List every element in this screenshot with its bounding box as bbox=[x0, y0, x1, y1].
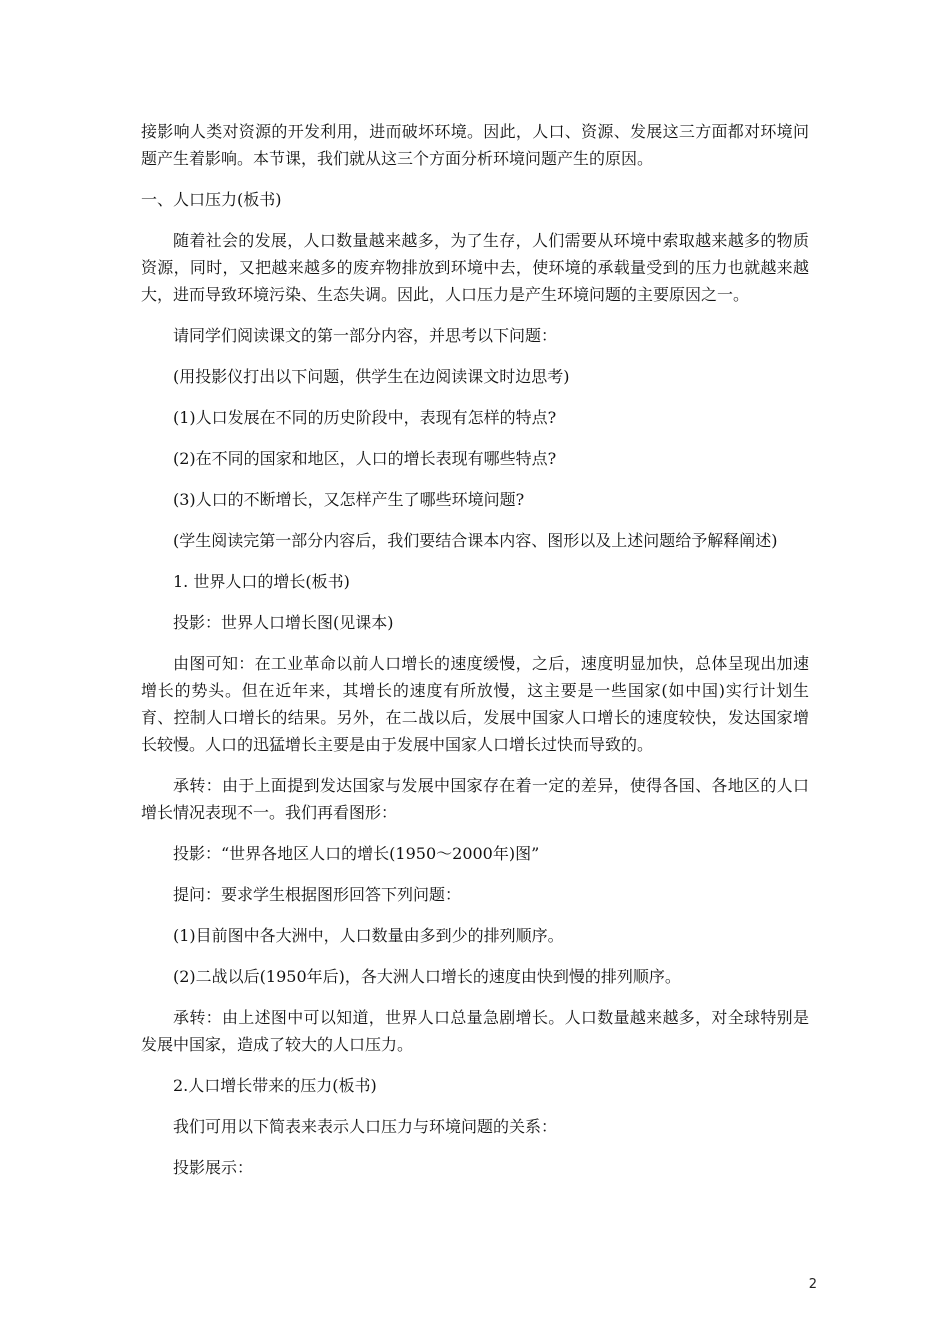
question-growth-speed-order: (2)二战以后(1950年后)，各大洲人口增长的速度由快到慢的排列顺序。 bbox=[173, 967, 681, 986]
paragraph-question-prompt: 提问：要求学生根据图形回答下列问题： bbox=[173, 885, 462, 904]
question-3: (3)人口的不断增长，又怎样产生了哪些环境问题? bbox=[173, 490, 525, 509]
question-2: (2)在不同的国家和地区，人口的增长表现有哪些特点? bbox=[173, 449, 557, 468]
document-body bbox=[141, 118, 809, 1181]
question-continents-order: (1)目前图中各大洲中，人口数量由多到少的排列顺序。 bbox=[173, 926, 564, 945]
paragraph-chart-analysis: 由图可知：在工业革命以前人口增长的速度缓慢，之后，速度明显加快，总体呈现出加速增长的势头。但在近年来，其增长的速度有所放慢，这主要是一些国家(如中国)实行计划生育、控制人口增长的结果。另外，在二战以后，发展中国家人口增长的速度较快，发达国家增长较慢。人口的迅猛增长主要是由于发展中国家人口增长过快而导致的。 bbox=[141, 654, 809, 754]
paragraph-projector-note: (用投影仪打出以下问题，供学生在边阅读课文时边思考) bbox=[173, 367, 570, 386]
paragraph-transition-1: 承转：由于上面提到发达国家与发展中国家存在着一定的差异，使得各国、各地区的人口增长情况表现不一。我们再看图形： bbox=[141, 776, 809, 822]
paragraph-transition-2: 承转：由上述图中可以知道，世界人口总量急剧增长。人口数量越来越多，对全球特别是发展中国家，造成了较大的人口压力。 bbox=[141, 1008, 809, 1054]
paragraph-population-growth: 随着社会的发展，人口数量越来越多，为了生存，人们需要从环境中索取越来越多的物质资源，同时，又把越来越多的废弃物排放到环境中去，使环境的承载量受到的压力也就越来越大，进而导致环境污染、生态失调。因此，人口压力是产生环境问题的主要原因之一。 bbox=[141, 231, 809, 304]
paragraph-relationship-table-intro: 我们可用以下简表来表示人口压力与环境问题的关系： bbox=[173, 1117, 558, 1136]
paragraph-projection-regions: 投影：“世界各地区人口的增长(1950～2000年)图” bbox=[173, 844, 540, 863]
subheading-world-population-growth: 1. 世界人口的增长(板书) bbox=[173, 572, 350, 591]
paragraph-reading-followup: (学生阅读完第一部分内容后，我们要结合课本内容、图形以及上述问题给予解释阐述) bbox=[173, 531, 778, 550]
paragraph-projection-chart: 投影：世界人口增长图(见课本) bbox=[173, 613, 394, 632]
page-number: 2 bbox=[808, 1277, 817, 1292]
subheading-population-pressure: 2.人口增长带来的压力(板书) bbox=[173, 1076, 377, 1095]
section-heading-population-pressure: 一、人口压力(板书) bbox=[141, 190, 282, 209]
question-1: (1)人口发展在不同的历史阶段中，表现有怎样的特点? bbox=[173, 408, 557, 427]
paragraph-intro-continuation: 接影响人类对资源的开发利用，进而破坏环境。因此，人口、资源、发展这三方面都对环境问题产生着影响。本节课，我们就从这三个方面分析环境问题产生的原因。 bbox=[141, 122, 809, 168]
paragraph-reading-instruction: 请同学们阅读课文的第一部分内容，并思考以下问题： bbox=[173, 326, 558, 345]
paragraph-projection-display: 投影展示： bbox=[173, 1158, 254, 1177]
